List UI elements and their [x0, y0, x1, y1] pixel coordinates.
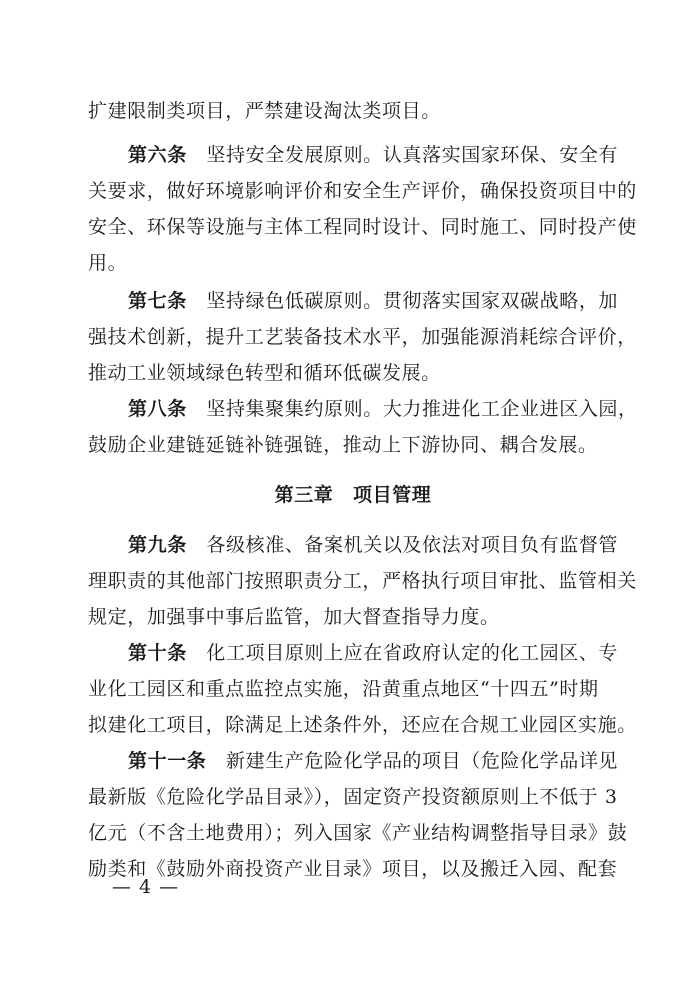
- text-line: 鼓励企业建链延链补链强链，推动上下游协同、耦合发展。: [88, 434, 598, 456]
- text-line: 推动工业领域绿色转型和循环低碳发展。: [88, 362, 441, 384]
- article-9-text: 各级核准、备案机关以及依法对项目负有监督管: [206, 534, 619, 556]
- text-line: 扩建限制类项目，严禁建设淘汰类项目。: [88, 100, 441, 122]
- article-8-text: 坚持集聚集约原则。大力推进化工企业进区入园，: [206, 398, 638, 420]
- text-line: 最新版《危险化学品目录》），固定资产投资额原则上不低于 3: [88, 786, 618, 808]
- article-7-title: 第七条: [128, 290, 187, 312]
- text-line: 安全、环保等设施与主体工程同时设计、同时施工、同时投产使: [88, 216, 637, 238]
- article-8-title: 第八条: [128, 398, 187, 420]
- article-10-line: [128, 640, 618, 666]
- article-8-line: [128, 396, 638, 422]
- article-11-line: [128, 748, 618, 774]
- article-6-text: 坚持安全发展原则。认真落实国家环保、安全有: [206, 144, 619, 166]
- chapter-heading: 第三章 项目管理: [274, 484, 432, 506]
- page-number: — 4 —: [112, 876, 180, 898]
- text-line: 用。: [88, 252, 128, 274]
- article-6-title: 第六条: [128, 144, 187, 166]
- article-9-line: [128, 532, 618, 558]
- article-10-text: 化工项目原则上应在省政府认定的化工园区、专: [206, 642, 619, 664]
- article-7-line: [128, 288, 618, 314]
- article-9-title: 第九条: [128, 534, 187, 556]
- text-line: 拟建化工项目，除满足上述条件外，还应在合规工业园区实施。: [88, 714, 637, 736]
- text-line: 关要求，做好环境影响评价和安全生产评价，确保投资项目中的: [88, 180, 637, 202]
- article-7-text: 坚持绿色低碳原则。贯彻落实国家双碳战略，加: [206, 290, 619, 312]
- text-line: 强技术创新，提升工艺装备技术水平，加强能源消耗综合评价，: [88, 326, 637, 348]
- text-line: 理职责的其他部门按照职责分工，严格执行项目审批、监管相关: [88, 570, 637, 592]
- text-line: 励类和《鼓励外商投资产业目录》项目，以及搬迁入园、配套: [88, 858, 618, 880]
- article-11-title: 第十一条: [128, 750, 207, 772]
- text-line: 规定，加强事中事后监管，加大督查指导力度。: [88, 606, 500, 628]
- article-10-title: 第十条: [128, 642, 187, 664]
- article-11-text: 新建生产危险化学品的项目（危险化学品详见: [226, 750, 619, 772]
- article-6-line: [128, 142, 618, 168]
- text-line: 亿元（不含土地费用）；列入国家《产业结构调整指导目录》鼓: [88, 822, 628, 844]
- text-line: 业化工园区和重点监控点实施，沿黄重点地区“十四五”时期: [88, 678, 599, 700]
